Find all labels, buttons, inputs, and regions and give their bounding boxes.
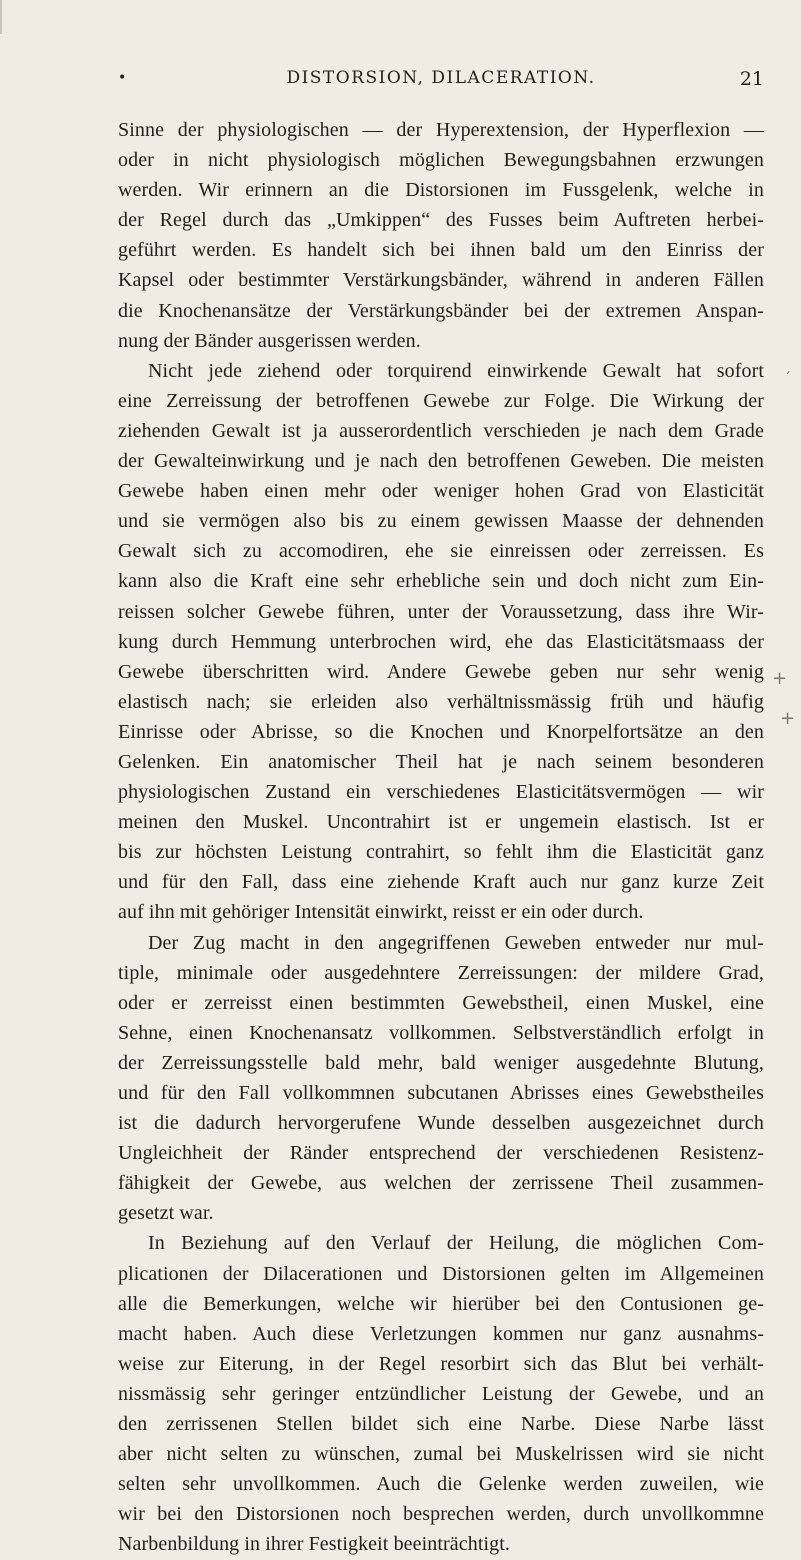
text-line: eine Zerreissung der betroffenen Gewebe zur Folge. Die Wirkung der — [118, 389, 764, 412]
text-line: gesetzt war. — [118, 1202, 214, 1225]
text-line: werden. Wir erinnern an die Distorsionen im Fussgelenk, welche in — [118, 179, 764, 202]
text-line: Sehne, einen Knochenansatz vollkommen. Selbstverständlich erfolgt in — [118, 1021, 764, 1044]
text-line: und für den Fall vollkommnen subcutanen Abrisses eines Gewebstheiles — [118, 1082, 764, 1104]
text-line: oder er zerreisst einen bestimmten Gewebstheil, einen Muskel, eine — [118, 991, 764, 1014]
margin-crosshair-mark: + — [772, 668, 788, 689]
text-line: weise zur Eiterung, in der Regel resorbirt sich das Blut bei verhält- — [118, 1352, 764, 1375]
text-line: der Regel durch das „Umkippen“ des Fusses beim Auftreten herbei- — [118, 209, 764, 232]
text-line: Nicht jede ziehend oder torquirend einwirkende Gewalt hat sofort — [148, 359, 764, 382]
text-line: nung der Bänder ausgerissen werden. — [118, 329, 421, 352]
text-line: Gewebe überschritten wird. Andere Gewebe geben nur sehr wenig — [118, 660, 764, 683]
text-line: Narbenbildung in ihrer Festigkeit beeinträchtigt. — [118, 1533, 511, 1556]
text-line: elastisch nach; sie erleiden also verhältnissmässig früh und häufig — [118, 690, 764, 713]
text-line: Gelenken. Ein anatomischer Theil hat je nach seinem besonderen — [118, 750, 764, 773]
text-line: kung durch Hemmung unterbrochen wird, ehe das Elasticitätsmaass der — [118, 630, 764, 653]
text-line: Einrisse oder Abrisse, so die Knochen und Knorpelfortsätze an den — [118, 720, 764, 743]
running-header — [118, 68, 764, 92]
body-text — [118, 115, 764, 1560]
text-line: ziehenden Gewalt ist ja ausserordentlich verschieden je nach dem Grade — [118, 419, 764, 442]
text-line: reissen solcher Gewebe führen, unter der Voraussetzung, dass ihre Wir- — [118, 600, 764, 623]
running-title: DISTORSION, DILACERATION. — [286, 68, 596, 88]
text-line: macht haben. Auch diese Verletzungen kommen nur ganz ausnahms- — [118, 1322, 764, 1345]
text-line: und sie vermögen also bis zu einem gewissen Maasse der dehnenden — [118, 510, 764, 533]
text-line: geführt werden. Es handelt sich bei ihnen bald um den Einriss der — [118, 239, 764, 262]
text-line: plicationen der Dilacerationen und Distorsionen gelten im Allgemeinen — [118, 1262, 764, 1285]
text-line: Der Zug macht in den angegriffenen Geweben entweder nur mul- — [148, 931, 764, 954]
text-line: der Gewalteinwirkung und je nach den betroffenen Geweben. Die meisten — [118, 450, 764, 473]
text-line: Ungleichheit der Ränder entsprechend der verschiedenen Resistenz- — [118, 1142, 764, 1165]
text-line: meinen den Muskel. Uncontrahirt ist er ungemein elastisch. Ist er — [118, 811, 764, 834]
text-line: Gewebe haben einen mehr oder weniger hohen Grad von Elasticität — [118, 480, 764, 503]
text-line: der Zerreissungsstelle bald mehr, bald weniger ausgedehnte Blutung, — [118, 1051, 764, 1074]
text-line: nissmässig sehr geringer entzündlicher Leistung der Gewebe, und an — [118, 1382, 764, 1405]
text-line: bis zur höchsten Leistung contrahirt, so fehlt ihm die Elasticität ganz — [118, 841, 764, 864]
text-line: fähigkeit der Gewebe, aus welchen der zerrissene Theil zusammen- — [118, 1172, 764, 1195]
text-line: Gewalt sich zu accomodiren, ehe sie einreissen oder zerreissen. Es — [118, 540, 764, 563]
text-line: Kapsel oder bestimmter Verstärkungsbänder, während in anderen Fällen — [118, 269, 764, 292]
header-bullet-mark: • — [118, 70, 127, 86]
text-line: selten sehr unvollkommen. Auch die Gelenke werden zuweilen, wie — [118, 1473, 764, 1496]
text-line: oder in nicht physiologisch möglichen Bewegungsbahnen erzwungen — [118, 149, 764, 172]
page-edge-shadow — [0, 0, 2, 34]
text-line: tiple, minimale oder ausgedehntere Zerreissungen: der mildere Grad, — [118, 961, 764, 984]
margin-tick-mark: ´ — [784, 371, 791, 387]
page-number: 21 — [739, 68, 764, 90]
text-line: Sinne der physiologischen — der Hyperextension, der Hyperflexion — — [118, 119, 764, 141]
text-line: wir bei den Distorsionen noch besprechen werden, durch unvollkommne — [118, 1503, 764, 1526]
text-line: In Beziehung auf den Verlauf der Heilung, die möglichen Com- — [148, 1232, 764, 1255]
text-line: auf ihn mit gehöriger Intensität einwirkt, reisst er ein oder durch. — [118, 901, 644, 924]
text-line: den zerrissenen Stellen bildet sich eine Narbe. Diese Narbe lässt — [118, 1413, 764, 1436]
text-line: und für den Fall, dass eine ziehende Kraft auch nur ganz kurze Zeit — [118, 871, 764, 894]
text-line: physiologischen Zustand ein verschiedenes Elasticitätsvermögen — wir — [118, 781, 764, 804]
text-line: die Knochenansätze der Verstärkungsbänder bei der extremen Anspan- — [118, 299, 764, 322]
text-line: alle die Bemerkungen, welche wir hierüber bei den Contusionen ge- — [118, 1292, 764, 1315]
margin-crosshair-mark: + — [780, 708, 796, 729]
text-line: ist die dadurch hervorgerufene Wunde desselben ausgezeichnet durch — [118, 1112, 764, 1135]
text-line: aber nicht selten zu wünschen, zumal bei Muskelrissen wird sie nicht — [118, 1443, 764, 1466]
text-line: kann also die Kraft eine sehr erhebliche sein und doch nicht zum Ein- — [118, 570, 764, 593]
